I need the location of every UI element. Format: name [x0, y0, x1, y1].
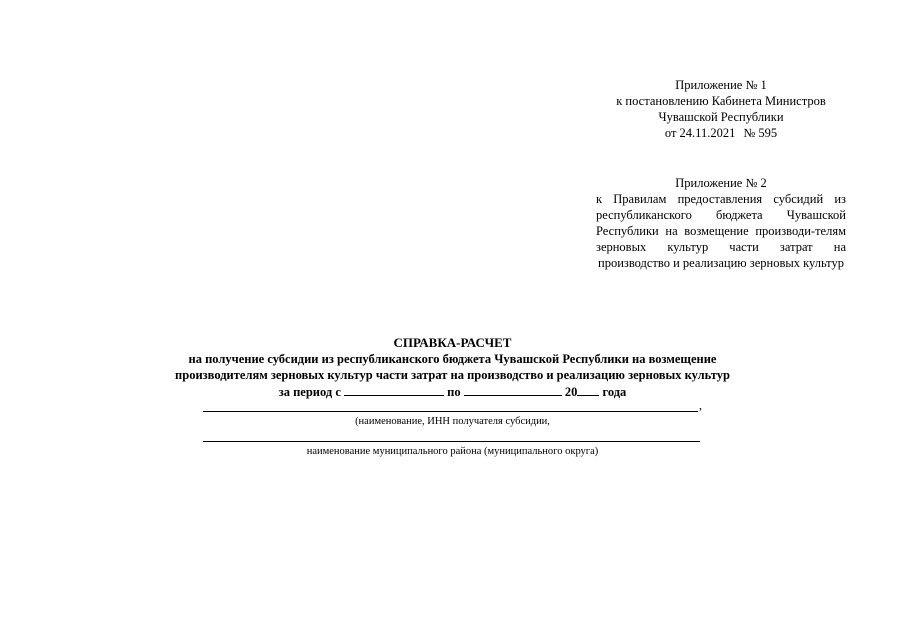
- appendix-2-block: [596, 175, 846, 271]
- recipient-comma: ,: [699, 398, 702, 412]
- period-to-field[interactable]: [464, 383, 562, 396]
- form-title: СПРАВКА-РАСЧЕТ: [393, 335, 512, 350]
- appendix-2-text: к Правилам предоставления субсидий из республиканского бюджета Чувашской Республики на возмещение производи-телям зерновых культур части затрат на производство и реализацию зерновых культур: [596, 192, 846, 270]
- form-subtitle-2: производителям зерновых культур части затрат на производство и реализацию зерновых культур: [175, 368, 730, 382]
- period-suffix: года: [602, 385, 627, 399]
- decree-date: от 24.11.2021: [664, 126, 736, 140]
- period-year-prefix: 20: [564, 385, 578, 399]
- recipient-field[interactable]: [203, 399, 698, 412]
- form-subtitle-1: на получение субсидии из республиканского бюджета Чувашской Республики на возмещение: [188, 352, 717, 366]
- period-to-label: по: [447, 385, 461, 399]
- appendix-1-decree: к постановлению Кабинета Министров: [616, 94, 826, 108]
- district-field[interactable]: [203, 429, 700, 442]
- district-caption: наименование муниципального района (муниципального округа): [306, 446, 599, 457]
- appendix-1-title: Приложение № 1: [675, 78, 767, 92]
- appendix-1-date-line: [590, 125, 852, 141]
- appendix-1-block: [590, 77, 852, 141]
- decree-number: № 595: [743, 126, 778, 140]
- period-prefix: за период с: [278, 385, 341, 399]
- appendix-2-title: Приложение № 2: [675, 176, 767, 190]
- form-title-block: [0, 335, 905, 400]
- recipient-caption: (наименование, ИНН получателя субсидии,: [355, 416, 550, 427]
- period-line: [0, 383, 905, 400]
- period-year-field[interactable]: [577, 383, 599, 396]
- appendix-1-republic: Чувашской Республики: [658, 110, 784, 124]
- period-from-field[interactable]: [344, 383, 444, 396]
